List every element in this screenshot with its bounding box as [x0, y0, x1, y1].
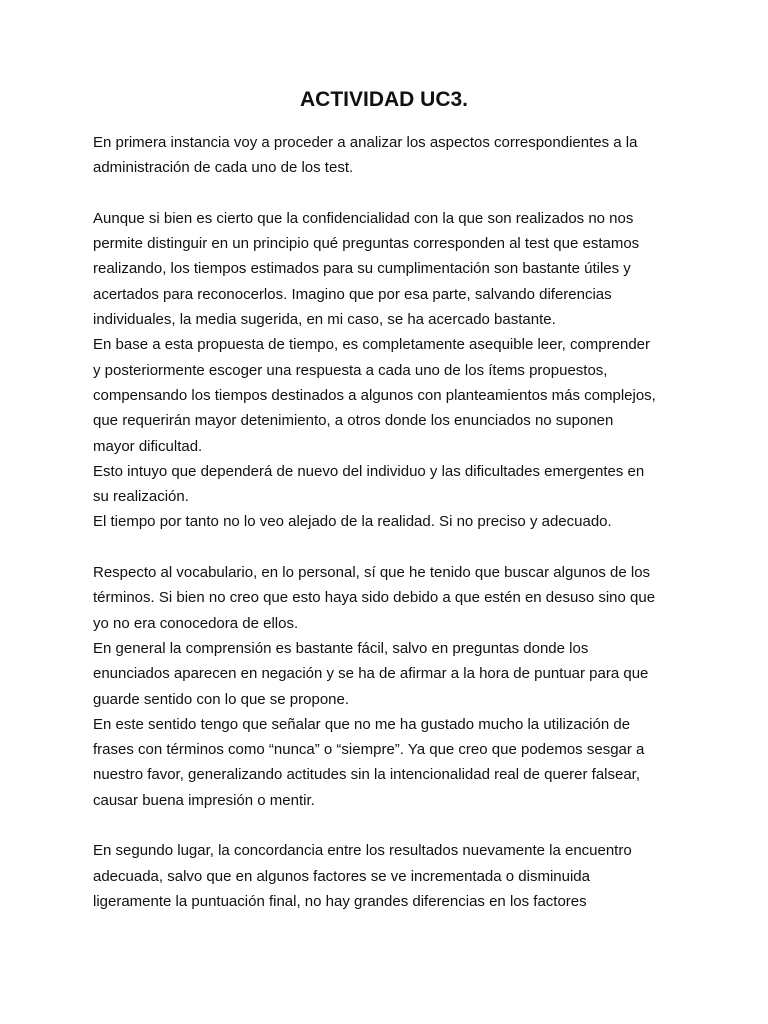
document-body: [93, 130, 683, 914]
text-line: compensando los tiempos destinados a algunos con planteamientos más complejos,: [93, 386, 656, 404]
text-line: yo no era conocedora de ellos.: [93, 614, 299, 632]
text-line: causar buena impresión o mentir.: [93, 791, 315, 809]
text-line: permite distinguir en un principio qué preguntas corresponden al test que estamos: [93, 235, 640, 253]
text-line: términos. Si bien no creo que esto haya sido debido a que estén en desuso sino que: [93, 589, 656, 607]
text-line: acertados para reconocerlos. Imagino que por esa parte, salvando diferencias: [93, 285, 612, 303]
text-line: realizando, los tiempos estimados para su cumplimentación son bastante útiles y: [93, 260, 631, 278]
paragraph: [93, 130, 683, 181]
text-line: Respecto al vocabulario, en lo personal, sí que he tenido que buscar algunos de los: [93, 564, 651, 582]
paragraph: [93, 838, 683, 914]
text-line: adecuada, salvo que en algunos factores se ve incrementada o disminuida: [93, 867, 590, 885]
paragraph-gap: [93, 535, 683, 560]
text-line: que requerirán mayor detenimiento, a otros donde los enunciados no suponen: [93, 412, 614, 430]
paragraph: [93, 712, 683, 813]
text-line: su realización.: [93, 488, 189, 506]
text-line: En primera instancia voy a proceder a analizar los aspectos correspondientes a la: [93, 134, 638, 151]
paragraph: [93, 459, 683, 510]
paragraph: [93, 636, 683, 712]
paragraph-gap: [93, 181, 683, 206]
text-line: frases con términos como “nunca” o “siempre”. Ya que creo que podemos sesgar a: [93, 741, 645, 759]
text-line: individuales, la media sugerida, en mi caso, se ha acercado bastante.: [93, 311, 556, 329]
paragraph: [93, 206, 683, 332]
text-line: nuestro favor, generalizando actitudes sin la intencionalidad real de querer falsear,: [93, 766, 641, 784]
text-line: mayor dificultad.: [93, 437, 203, 455]
text-line: En este sentido tengo que señalar que no me ha gustado mucho la utilización de: [93, 715, 631, 733]
paragraph-gap: [93, 813, 683, 838]
text-line: enunciados aparecen en negación y se ha de afirmar a la hora de puntuar para que: [93, 665, 649, 683]
text-line: Aunque si bien es cierto que la confidencialidad con la que son realizados no nos: [93, 209, 634, 227]
document-title: ACTIVIDAD UC3.: [299, 88, 468, 111]
text-line: El tiempo por tanto no lo veo alejado de la realidad. Si no preciso y adecuado.: [93, 513, 612, 531]
text-line: administración de cada uno de los test.: [93, 159, 354, 177]
text-line: ligeramente la puntuación final, no hay grandes diferencias en los factores: [93, 892, 587, 910]
paragraph: [93, 560, 683, 636]
text-line: En general la comprensión es bastante fácil, salvo en preguntas donde los: [93, 639, 589, 657]
paragraph: [93, 332, 683, 458]
text-line: Esto intuyo que dependerá de nuevo del individuo y las dificultades emergentes en: [93, 462, 645, 480]
paragraph: [93, 509, 683, 534]
text-line: y posteriormente escoger una respuesta a cada uno de los ítems propuestos,: [93, 361, 608, 379]
text-line: guarde sentido con lo que se propone.: [93, 690, 350, 708]
text-line: En base a esta propuesta de tiempo, es completamente asequible leer, comprender: [93, 336, 651, 354]
text-line: En segundo lugar, la concordancia entre los resultados nuevamente la encuentro: [93, 842, 632, 860]
